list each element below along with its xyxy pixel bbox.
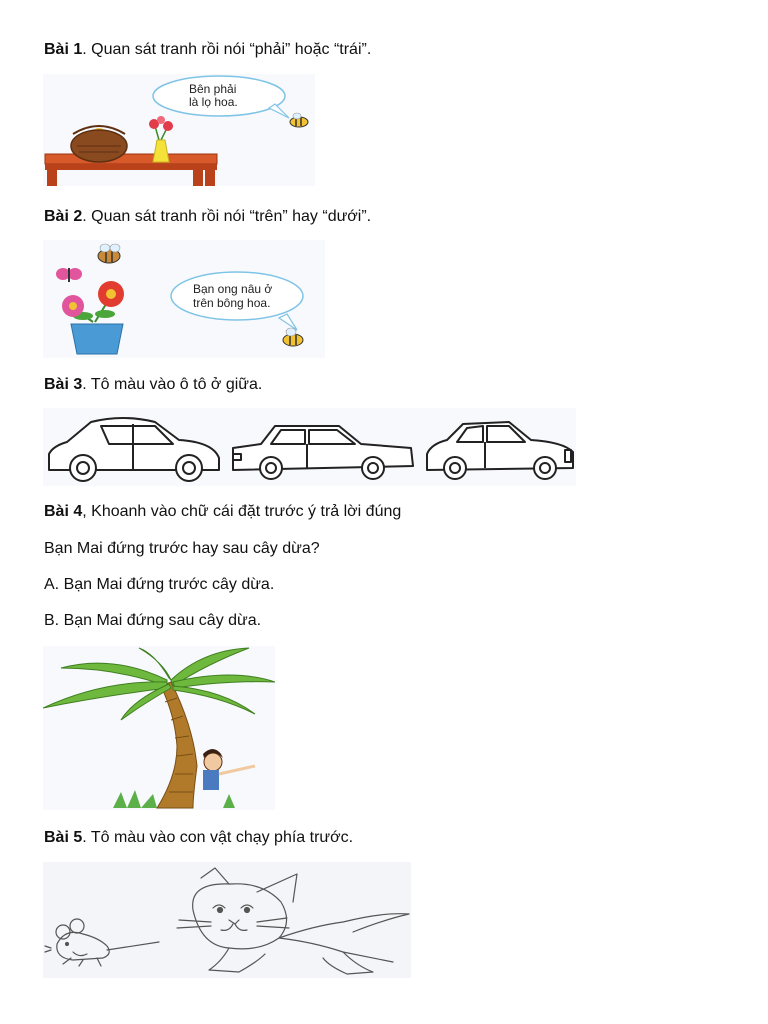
flower-pot-icon xyxy=(71,324,123,354)
exercise-4-option-b[interactable]: B. Bạn Mai đứng sau cây dừa. xyxy=(44,612,262,629)
exercise-4-text: , Khoanh vào chữ cái đặt trước ý trả lời đúng xyxy=(82,503,402,520)
bubble-line-1: Bên phải xyxy=(189,82,237,96)
exercise-1-picture xyxy=(43,74,315,186)
exercise-2-text: . Quan sát tranh rồi nói “trên” hay “dưới”. xyxy=(82,208,372,225)
exercise-1-text: . Quan sát tranh rồi nói “phải” hoặc “trái”. xyxy=(82,41,372,58)
exercise-4-label: Bài 4 xyxy=(44,503,83,520)
exercise-5-picture xyxy=(43,862,411,978)
exercise-5-text: . Tô màu vào con vật chạy phía trước. xyxy=(82,829,354,846)
exercise-1-heading xyxy=(44,40,371,60)
exercise-3-text: . Tô màu vào ô tô ở giữa. xyxy=(82,376,263,393)
exercise-2-heading xyxy=(44,207,371,227)
fruit-basket-icon xyxy=(71,126,127,162)
exercise-5-heading xyxy=(44,828,353,848)
exercise-4-heading xyxy=(44,502,401,522)
bubble-line-2: là lọ hoa. xyxy=(189,95,238,109)
exercise-3-label: Bài 3 xyxy=(44,376,83,393)
exercise-2-label: Bài 2 xyxy=(44,208,83,225)
exercise-3-picture xyxy=(43,408,576,486)
exercise-3-heading xyxy=(44,375,262,395)
exercise-4-question: Bạn Mai đứng trước hay sau cây dừa? xyxy=(44,540,320,557)
exercise-5-label: Bài 5 xyxy=(44,829,83,846)
exercise-1-label: Bài 1 xyxy=(44,41,83,58)
exercise-4-picture xyxy=(43,646,275,810)
exercise-4-option-a[interactable]: A. Bạn Mai đứng trước cây dừa. xyxy=(44,576,275,593)
bubble-line-2: trên bông hoa. xyxy=(193,296,271,310)
exercise-2-picture xyxy=(43,240,325,358)
bubble-line-1: Bạn ong nâu ở xyxy=(193,282,273,296)
brown-bee-icon xyxy=(98,244,120,263)
